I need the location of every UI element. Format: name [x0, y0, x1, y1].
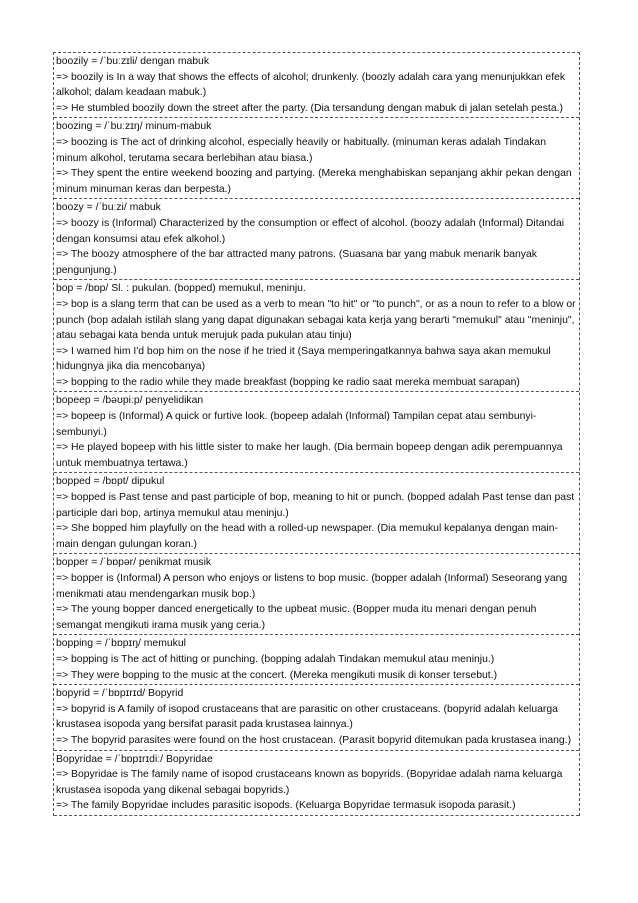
entry-meaning: Bopyrid [148, 688, 184, 700]
entry-meaning: dipukul [131, 476, 165, 488]
entry-example: => He played bopeep with his little sister to make her laugh. (Dia bermain bopeep dengan adik perempuannya untuk membuatnya tertawa.) [56, 442, 563, 469]
entry-headword: boozing = /ˈbuːzɪŋ/ [56, 121, 143, 133]
entry-definition: => boozy is (Informal) Characterized by the consumption or effect of alcohol. (boozy adalah (Informal) Ditandai dengan konsumsi atau efek alkohol.) [56, 217, 565, 245]
entry-example: => I warned him I'd bop him on the nose if he tried it (Saya memperingatkannya bahwa saya akan memukul hidungnya jika dia mencobanya) [56, 345, 551, 373]
entry-headword: bop = /bɒp/ [56, 283, 109, 295]
entry-example: => He stumbled boozily down the street after the party. (Dia tersandung dengan mabuk di jalan setelah pesta.) [56, 102, 563, 114]
entry-headword: bopyrid = /ˈbɒpɪrɪd/ [56, 688, 146, 700]
entry-meaning: mabuk [129, 202, 161, 214]
entry-bopped [54, 473, 579, 554]
entry-headword: bopped = /bɒpt/ [56, 476, 129, 488]
entry-example: => The boozy atmosphere of the bar attracted many patrons. (Suasana bar yang mabuk menarik banyak pengunjung.) [56, 249, 537, 276]
entry-meaning: penikmat musik [138, 557, 212, 569]
entry-definition: => Bopyridae is The family name of isopod crustaceans known as bopyrids. (Bopyridae adalah nama keluarga krustasea isopoda yang dikenal sebagai bopyrids.) [56, 769, 563, 796]
entry-example-extra: => bopping to the radio while they made breakfast (bopping ke radio saat mereka membuat sarapan) [56, 376, 520, 388]
vocabulary-table [53, 52, 580, 816]
entry-definition: => bopper is (Informal) A person who enjoys or listens to bop music. (bopper adalah (Informal) Seseorang yang menikmati atau mendengarkan musik bop.) [56, 573, 568, 600]
entry-headword: Bopyridae = /ˈbɒpɪrɪdiː/ [56, 753, 164, 765]
entry-definition: => bop is a slang term that can be used as a verb to mean "to hit" or "to punch", or as a noun to refer to a blow or punch (bop adalah istilah slang yang dapat digunakan sebagai kata kerja yang berarti "memukul" atau "meninju", atau sebagai kata benda untuk merujuk pada pukulan atau tinju) [56, 298, 576, 342]
entry-bopyrid [54, 685, 579, 750]
entry-example: => They spent the entire weekend boozing and partying. (Mereka menghabiskan sepanjang akhir pekan dengan minum minuman keras dan berpesta.) [56, 168, 572, 195]
entry-meaning: dengan mabuk [140, 56, 210, 67]
entry-definition: => boozing is The act of drinking alcohol, especially heavily or habitually. (minuman keras adalah Tindakan minum alkohol, terutama secara berlebihan atau biasa.) [56, 136, 546, 164]
entry-meaning: minum-mabuk [145, 121, 212, 133]
entry-meaning: Bopyridae [165, 753, 213, 765]
entry-bopeep [54, 392, 579, 473]
entry-example: => She bopped him playfully on the head with a rolled-up newspaper. (Dia memukul kepalanya dengan main-main dengan gulungan koran.) [56, 523, 558, 550]
entry-bopyridae [54, 751, 579, 816]
entry-example: => The family Bopyridae includes parasitic isopods. (Keluarga Bopyridae termasuk isopoda parasit.) [56, 800, 516, 812]
entry-meaning: memukul [143, 638, 186, 650]
entry-definition: => bopped is Past tense and past participle of bop, meaning to hit or punch. (bopped adalah Past tense dan past participle dari bop, artinya memukul atau meninju.) [56, 492, 575, 519]
entry-boozily [54, 53, 579, 118]
entry-meaning: Sl. : pukulan. (bopped) memukul, meninju. [111, 283, 306, 295]
entry-definition: => bopping is The act of hitting or punching. (bopping adalah Tindakan memukul atau meninju.) [56, 653, 495, 665]
entry-headword: bopper = /ˈbɒpər/ [56, 557, 137, 569]
entry-bopper [54, 554, 579, 635]
entry-bopping [54, 635, 579, 685]
entry-example: => They were bopping to the music at the concert. (Mereka mengikuti musik di konser tersebut.) [56, 669, 498, 681]
entry-example: => The young bopper danced energetically to the upbeat music. (Bopper muda itu menari dengan penuh semangat mengikuti irama musik yang ceria.) [56, 604, 537, 631]
entry-definition: => bopyrid is A family of isopod crustaceans that are parasitic on other crustaceans. (bopyrid adalah keluarga krustasea isopoda yang bersifat parasit pada krustasea lainnya.) [56, 703, 558, 731]
entry-headword: bopeep = /bəʊpiːp/ [56, 395, 143, 407]
entry-meaning: penyelidikan [145, 395, 204, 407]
entry-boozy [54, 199, 579, 280]
entry-bop [54, 280, 579, 392]
entry-definition: => boozily is In a way that shows the effects of alcohol; drunkenly. (boozly adalah cara yang menunjukkan efek alkohol; dalam keadaan mabuk.) [56, 71, 566, 99]
entry-headword: boozily = /ˈbuːzɪli/ [56, 56, 138, 67]
entry-example: => The bopyrid parasites were found on the host crustacean. (Parasit bopyrid ditemukan pada krustasea inang.) [56, 734, 572, 746]
entry-boozing [54, 118, 579, 199]
entry-definition: => bopeep is (Informal) A quick or furtive look. (bopeep adalah (Informal) Tampilan cepat atau sembunyi-sembunyi.) [56, 411, 537, 438]
entry-headword: boozy = /ˈbuːzi/ [56, 202, 127, 214]
entry-headword: bopping = /ˈbɒpɪŋ/ [56, 638, 141, 650]
